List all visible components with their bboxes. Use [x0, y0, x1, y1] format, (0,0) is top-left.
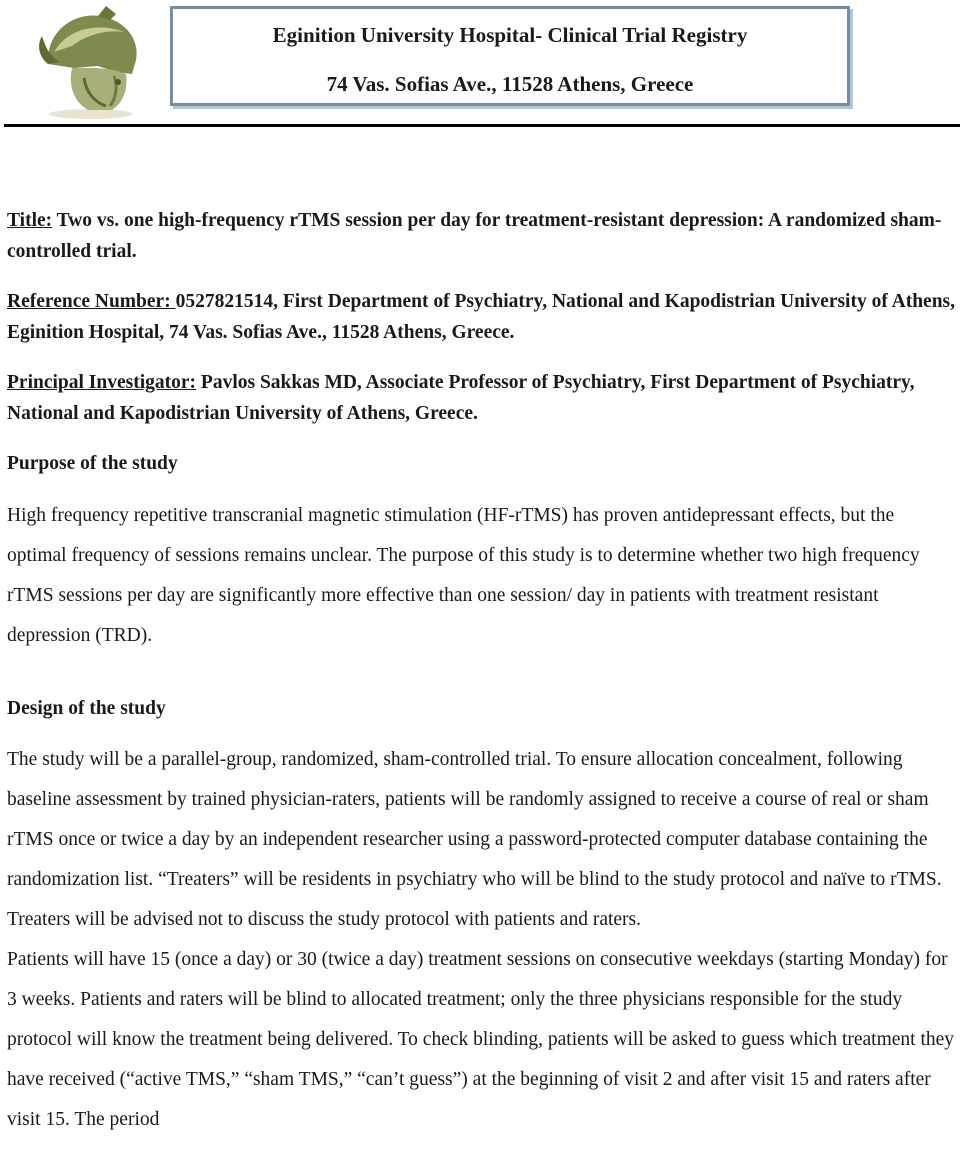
reference-value: 0527821514, First Department of Psychiatry, National and Kapodistrian University of Athens, Eginition Hospital, 74 Vas. Sofias Ave., 11528 Athens, Greece. [7, 291, 956, 343]
design-heading: Design of the study [7, 697, 166, 719]
registry-header-box [170, 6, 850, 106]
purpose-heading: Purpose of the study [7, 453, 178, 474]
design-paragraph-2: Patients will have 15 (once a day) or 30 (twice a day) treatment sessions on consecutive weekdays (starting Monday) for 3 weeks. Patients and raters will be blind to allocated treatment; only the three physicians responsible for the study protocol will know the treatment being delivered. To check blinding, patients will be asked to guess which treatment they have received (“active TMS,” “sham TMS,” “can’t guess”) at the beginning of visit 2 and after visit 15 and raters after visit 15. The period [7, 949, 955, 1130]
document-body [7, 206, 957, 1140]
registry-name: Eginition University Hospital- Clinical Trial Registry [272, 23, 748, 47]
title-field [7, 206, 957, 267]
purpose-text: High frequency repetitive transcranial magnetic stimulation (HF-rTMS) has proven antidepressant effects, but the optimal frequency of sessions remains unclear. The purpose of this study is to determine whether two high frequency rTMS sessions per day are significantly more effective than one session/ day in patients with treatment resistant depression (TRD). [7, 504, 920, 646]
pi-label: Principal Investigator: [7, 372, 197, 393]
title-label: Title: [7, 210, 53, 231]
design-paragraph-1: The study will be a parallel-group, randomized, sham-controlled trial. To ensure allocation concealment, following baseline assessment by trained physician-raters, patients will be randomly assigned to receive a course of real or sham rTMS once or twice a day by an independent researcher using a password-protected computer database containing the randomization list. “Treaters” will be residents in psychiatry who will be blind to the study protocol and naïve to rTMS. Treaters will be advised not to discuss the study protocol with patients and raters. [7, 749, 942, 930]
header-divider [4, 124, 960, 127]
pi-value: Pavlos Sakkas MD, Associate Professor of Psychiatry, First Department of Psychiatry, National and Kapodistrian University of Athens, Greece. [7, 372, 915, 424]
principal-investigator-field [7, 368, 957, 429]
helmeted-warrior-head-logo [28, 2, 154, 120]
registry-address: 74 Vas. Sofias Ave., 11528 Athens, Greece [326, 72, 694, 96]
reference-field [7, 287, 957, 348]
reference-label: Reference Number: [7, 291, 176, 312]
title-value: Two vs. one high-frequency rTMS session per day for treatment-resistant depression: A randomized sham-controlled trial. [7, 210, 942, 262]
